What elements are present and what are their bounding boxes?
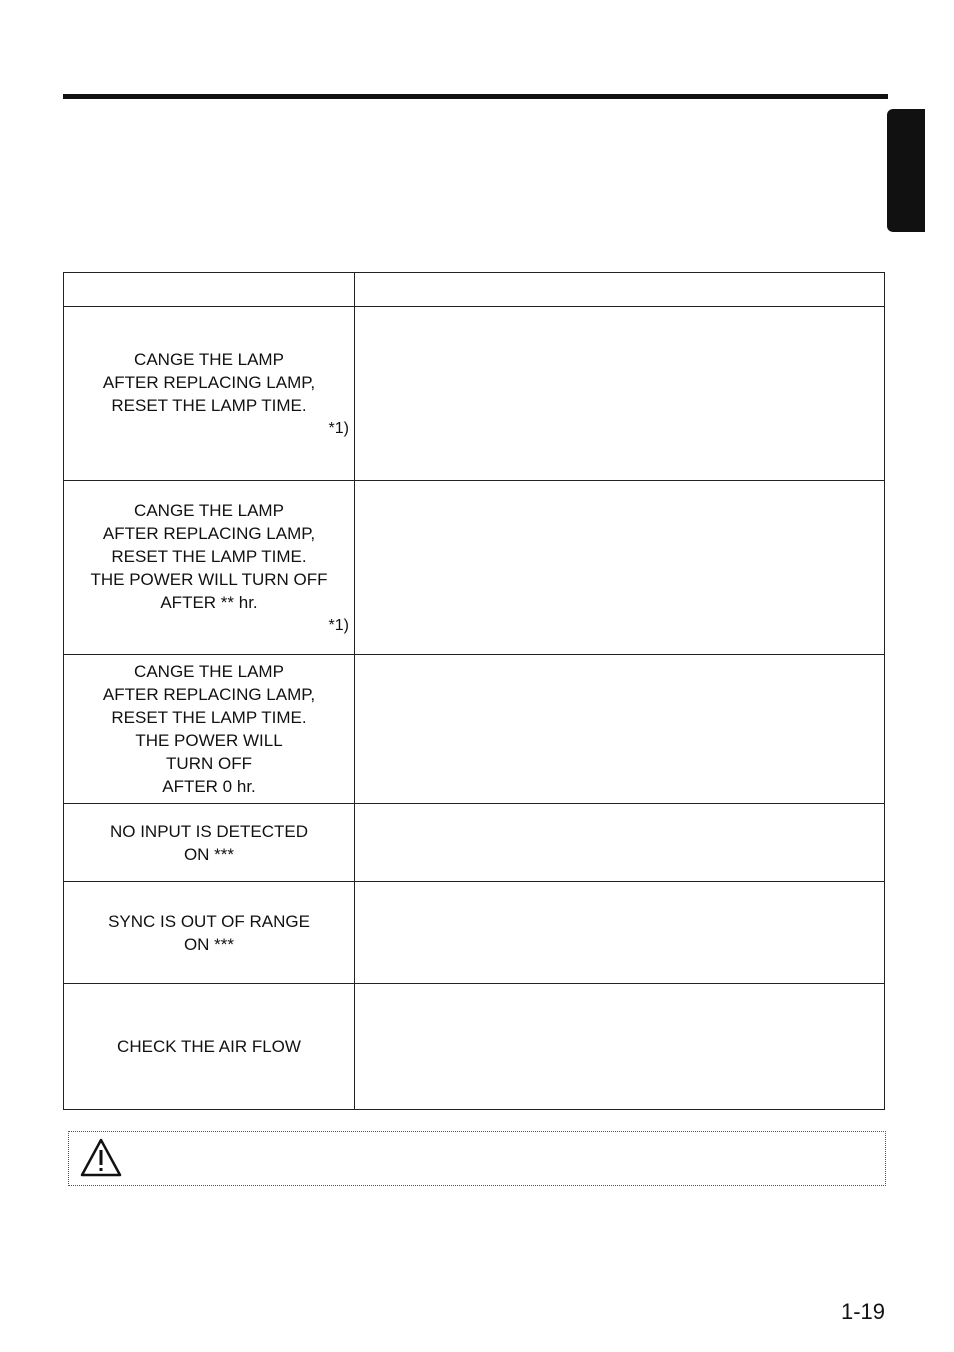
table-row bbox=[64, 307, 885, 481]
message-line: AFTER ** hr. bbox=[160, 592, 258, 612]
message-cell bbox=[64, 655, 355, 804]
message-table bbox=[63, 272, 885, 1110]
message-cell bbox=[64, 307, 355, 481]
message-line: CANGE THE LAMP bbox=[134, 500, 284, 520]
caution-box bbox=[68, 1131, 886, 1186]
table-row bbox=[64, 481, 885, 655]
message-line: CANGE THE LAMP bbox=[134, 349, 284, 369]
message-cell bbox=[64, 804, 355, 882]
message-line: ON *** bbox=[183, 844, 235, 864]
message-line: CHECK THE AIR FLOW bbox=[117, 1037, 301, 1056]
description-cell bbox=[355, 307, 885, 481]
message-line: AFTER REPLACING LAMP, bbox=[102, 685, 316, 704]
message-cell bbox=[64, 882, 355, 984]
message-line: RESET THE LAMP TIME. bbox=[111, 708, 307, 727]
message-line: THE POWER WILL bbox=[135, 731, 283, 750]
message-line: AFTER 0 hr. bbox=[162, 777, 256, 796]
footnote-mark: *1) bbox=[328, 616, 349, 634]
message-line: CANGE THE LAMP bbox=[134, 662, 284, 681]
message-line: NO INPUT IS DETECTED bbox=[109, 821, 309, 841]
message-line: THE POWER WILL TURN OFF bbox=[90, 569, 328, 589]
page-number: 1-19 bbox=[840, 1299, 885, 1324]
message-line: SYNC IS OUT OF RANGE bbox=[108, 911, 310, 931]
table-row bbox=[64, 882, 885, 984]
message-cell bbox=[64, 481, 355, 655]
message-line: AFTER REPLACING LAMP, bbox=[102, 523, 316, 543]
description-cell bbox=[355, 655, 885, 804]
description-cell bbox=[355, 984, 885, 1110]
table-row bbox=[64, 655, 885, 804]
message-cell bbox=[64, 984, 355, 1110]
footnote-mark: *1) bbox=[328, 419, 349, 437]
description-cell bbox=[355, 481, 885, 655]
language-side-tab bbox=[887, 109, 925, 232]
header-rule bbox=[63, 94, 888, 99]
message-line: RESET THE LAMP TIME. bbox=[111, 546, 307, 566]
table-header-row bbox=[64, 273, 885, 307]
message-line: ON *** bbox=[183, 934, 235, 954]
message-line: TURN OFF bbox=[166, 754, 252, 773]
header-cell-message bbox=[64, 273, 355, 307]
header-cell-description bbox=[355, 273, 885, 307]
description-cell bbox=[355, 804, 885, 882]
table-row bbox=[64, 984, 885, 1110]
description-cell bbox=[355, 882, 885, 984]
table-row bbox=[64, 804, 885, 882]
message-line: AFTER REPLACING LAMP, bbox=[102, 372, 316, 392]
message-line: RESET THE LAMP TIME. bbox=[111, 395, 307, 415]
warning-triangle-icon bbox=[79, 1137, 123, 1179]
